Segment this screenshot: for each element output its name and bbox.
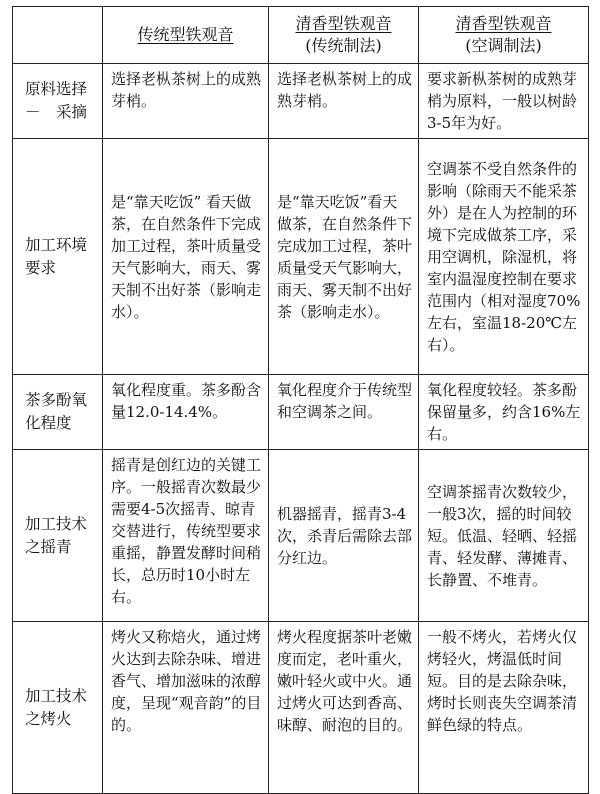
cell-fragrant-aircon: 氧化程度较轻。茶多酚保留量多，约含16%左右。 bbox=[419, 375, 589, 450]
cell-traditional: 是“靠天吃饭” 看天做茶，在自然条件下完成加工过程，茶叶质量受天气影响大，雨天、雾天制不出好茶（影响走水）。 bbox=[103, 139, 269, 375]
header-fragrant-traditional bbox=[269, 7, 419, 64]
cell-traditional: 烤火又称焙火，通过烤火达到去除杂味、增进香气、增加滋味的浓醇度，呈现“观音韵”的目的。 bbox=[103, 622, 269, 794]
table-row-raw-material bbox=[13, 64, 589, 139]
cell-fragrant-traditional: 是“靠天吃饭”看天做茶，在自然条件下完成加工过程，茶叶质量受天气影响大，雨天、雾天制不出好茶（影响走水）。 bbox=[269, 139, 419, 375]
cell-traditional: 氧化程度重。茶多酚含量12.0-14.4%。 bbox=[103, 375, 269, 450]
header-fragrant-aircon bbox=[419, 7, 589, 64]
cell-fragrant-traditional: 机器摇青，摇青3-4次，杀青后需除去部分红边。 bbox=[269, 450, 419, 622]
cell-fragrant-traditional: 氧化程度介于传统型和空调茶之间。 bbox=[269, 375, 419, 450]
row-category-cell: 加工技术之烤火 bbox=[13, 622, 103, 794]
cell-fragrant-traditional: 烤火程度据茶叶老嫩度而定，老叶重火，嫩叶轻火或中火。通过烤火可达到香高、味醇、耐泡的目的。 bbox=[269, 622, 419, 794]
cell-traditional: 选择老枞茶树上的成熟芽梢。 bbox=[103, 64, 269, 139]
cell-fragrant-traditional: 选择老枞茶树上的成熟芽梢。 bbox=[269, 64, 419, 139]
header-corner-cell bbox=[13, 7, 103, 64]
comparison-sheet bbox=[12, 6, 588, 778]
cell-fragrant-aircon: 一般不烤火，若烤火仅烤轻火，烤温低时间短。目的是去除杂味，烤时长则丧失空调茶清鲜色绿的特点。 bbox=[419, 622, 589, 794]
header-fragrant-traditional-method: (传统制法) bbox=[305, 36, 382, 55]
cell-fragrant-aircon: 要求新枞茶树的成熟芽梢为原料，一般以树龄3-5年为好。 bbox=[419, 64, 589, 139]
row-category-cell: 加工技术之摇青 bbox=[13, 450, 103, 622]
row-category-cell: 加工环境要求 bbox=[13, 139, 103, 375]
header-traditional-title: 传统型铁观音 bbox=[137, 25, 234, 44]
row-category-cell: 原料选择－ 采摘 bbox=[13, 64, 103, 139]
row-category-cell: 茶多酚氧化程度 bbox=[13, 375, 103, 450]
cell-fragrant-aircon: 空调茶摇青次数较少，一般3次，摇的时间较短。低温、轻晒、轻摇青、轻发酵、薄摊青、长静置、不堆青。 bbox=[419, 450, 589, 622]
cell-fragrant-aircon: 空调茶不受自然条件的影响（除雨天不能采茶外）是在人为控制的环境下完成做茶工序，采用空调机，除湿机，将室内温湿度控制在要求范围内（相对湿度70%左右，室温18-20℃左右）。 bbox=[419, 139, 589, 375]
table-row-oxidation bbox=[13, 375, 589, 450]
header-fragrant-traditional-title: 清香型铁观音 bbox=[295, 14, 392, 33]
header-traditional bbox=[103, 7, 269, 64]
table-row-roasting bbox=[13, 622, 589, 794]
header-fragrant-aircon-title: 清香型铁观音 bbox=[455, 14, 552, 33]
header-fragrant-aircon-method: (空调制法) bbox=[465, 36, 542, 55]
table-row-environment bbox=[13, 139, 589, 375]
header-row bbox=[13, 7, 589, 64]
table-row-shaking bbox=[13, 450, 589, 622]
tieguanyin-comparison-table bbox=[12, 6, 589, 794]
cell-traditional: 摇青是创红边的关键工序。一般摇青次数最少需要4-5次摇青、晾青交替进行，传统型要求重摇，静置发酵时间稍长，总历时10小时左右。 bbox=[103, 450, 269, 622]
